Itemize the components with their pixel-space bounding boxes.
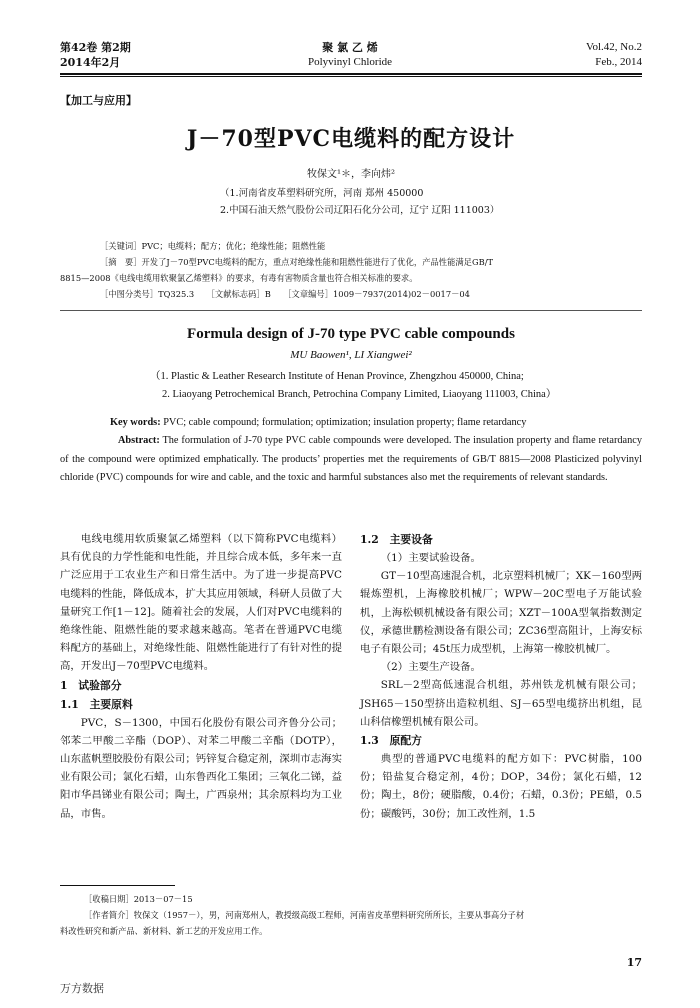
authors-en: MU Baowen¹, LI Xiangwei²	[290, 349, 412, 361]
abstract-cn-line2: 8815—2008《电线电缆用软聚氯乙烯塑料》的要求，有毒有害物质含量也符合相关标准的要求。	[60, 273, 418, 283]
equipment-heading-2: （2）主要生产设备。	[380, 661, 481, 674]
title-en: Formula design of J-70 type PVC cable compounds	[187, 326, 515, 342]
right-column	[360, 530, 642, 823]
subsection-heading: 1.3 原配方	[360, 734, 422, 748]
watermark: 万方数据	[60, 982, 104, 995]
header-rule-thin	[60, 76, 642, 77]
column-tag: 【加工与应用】	[60, 94, 137, 107]
keywords-en: Key words: PVC; cable compound; formulation; optimization; insulation property; flame retardancy	[110, 417, 527, 428]
footnote-rule	[60, 885, 175, 886]
abstract-en: Abstract: The formulation of J-70 type PVC cable compounds were developed. The insulation property and flame retardancy of the compound were optimized emphatically. The products’ properties met the requirements of GB/T 8815—2008 Plasticized polyvinyl chloride (PVC) compounds for wire and cable, and the toxic and harmful substances also met the requirements of relevant standards.	[60, 435, 642, 484]
title-cn: J－70型PVC电缆料的配方设计	[186, 126, 516, 152]
header-volume: 第42卷 第2期 2014年2月	[60, 41, 131, 69]
affiliations-cn: （1.河南省皮革塑料研究所，河南 郑州 450000 2.中国石油天然气股份公司辽阳石化分公司，辽宁 辽阳 111003）	[220, 188, 500, 216]
equipment-paragraph-1: GT－10型高速混合机，北京塑料机械厂；XK－160型两辊炼塑机，上海橡胶机械厂；WPW－20C型电子万能试验机，上海松顿机械设备有限公司；XZT－100A型氧指数测定仪，承德世鹏检测设备有限公司；ZC36型高阻计，上海安标电子有限公司；45t压力成型机，上海第一橡胶机械厂。	[360, 570, 642, 656]
formula-paragraph: 典型的普通PVC电缆料的配方如下：PVC树脂，100份；铅盐复合稳定剂，4份；DOP，34份；氯化石蜡，12份；陶土，8份；硬脂酸，0.4份；石蜡，0.3份；PE蜡，0.5份；碳酸钙，30份；加工改性剂，1.5	[360, 753, 642, 820]
affiliations-en: （1. Plastic & Leather Research Institute of Henan Province, Zhengzhou 450000, China; 2. Liaoyang Petrochemical Branch, Petrochina Company Limited, Liaoyang 111003, China）	[150, 371, 557, 400]
divider	[60, 310, 642, 311]
header-vol-en: Vol.42, No.2 Feb., 2014	[585, 41, 642, 68]
classification-cn: ［中图分类号］TQ325.3 ［文献标志码］B ［文章编号］1009－7937(2014)02－0017－04	[100, 289, 470, 299]
intro-paragraph: 电线电缆用软质聚氯乙烯塑料（以下简称PVC电缆料）具有优良的力学性能和电性能，并且综合成本低，多年来一直广泛应用于工农业生产和日常生活中。为了进一步提高PVC电缆料的性能，降低成本，扩大其应用领域，科研人员做了大量研究工作[1－12]。随着社会的发展，人们对PVC电缆料的绝缘性能、阻燃性能的要求越来越高。笔者在普通PVC电缆料配方的基础上，对绝缘性能、阻燃性能进行了有针对性的提高，开发出J－70型PVC电缆料。	[60, 533, 342, 673]
equipment-heading-1: （1）主要试验设备。	[380, 552, 481, 564]
keywords-cn: ［关键词］PVC；电缆料；配方；优化；绝缘性能；阻燃性能	[100, 241, 326, 251]
materials-paragraph: PVC，S－1300，中国石化股份有限公司齐鲁分公司；邻苯二甲酸二辛酯（DOP）、对苯二甲酸二辛酯（DOTP），山东蓝帆塑胶股份有限公司；钙锌复合稳定剂，深圳市志海实业有限公司；氯化石蜡，山东鲁西化工集团；三氧化二锑，益阳市华昌锑业有限公司；陶土，广西泉州；其余原料均为工业品，市售。	[60, 716, 342, 820]
header-rule-thick	[60, 73, 642, 75]
received-date: ［收稿日期］2013－07－15	[84, 894, 193, 904]
equipment-paragraph-2: SRL－2型高低速混合机组，苏州铁龙机械有限公司；JSH65－150型挤出造粒机组、SJ－65型电缆挤出机组，昆山科信橡塑机械有限公司。	[360, 679, 642, 728]
abstract-en-block	[60, 414, 642, 488]
left-column	[60, 530, 342, 823]
abstract-cn-line1: ［摘 要］开发了J－70型PVC电缆料的配方，重点对绝缘性能和阻燃性能进行了优化，产品性能满足GB/T	[100, 257, 494, 267]
authors-cn: 牧保文¹＊，李向炜²	[306, 169, 396, 180]
subsection-heading: 1.2 主要设备	[360, 533, 433, 546]
footnote: ［收稿日期］2013－07－15 ［作者简介］牧保文（1957－），男，河南郑州人，教授级高级工程师，河南省皮革塑料研究所所长，主要从事高分子材 料改性研究和新产品、新材料、新工艺的开发应用工作。	[60, 891, 642, 939]
subsection-heading: 1.1 主要原料	[60, 697, 133, 711]
header-journal: 聚 氯 乙 烯 Polyvinyl Chloride	[307, 41, 393, 68]
abstract-cn-block	[60, 238, 642, 302]
section-heading: 1 试验部分	[60, 678, 122, 692]
author-intro: ［作者简介］牧保文（1957－），男，河南郑州人，教授级高级工程师，河南省皮革塑料研究所所长，主要从事高分子材	[84, 910, 525, 920]
page-number: 17	[626, 956, 642, 969]
